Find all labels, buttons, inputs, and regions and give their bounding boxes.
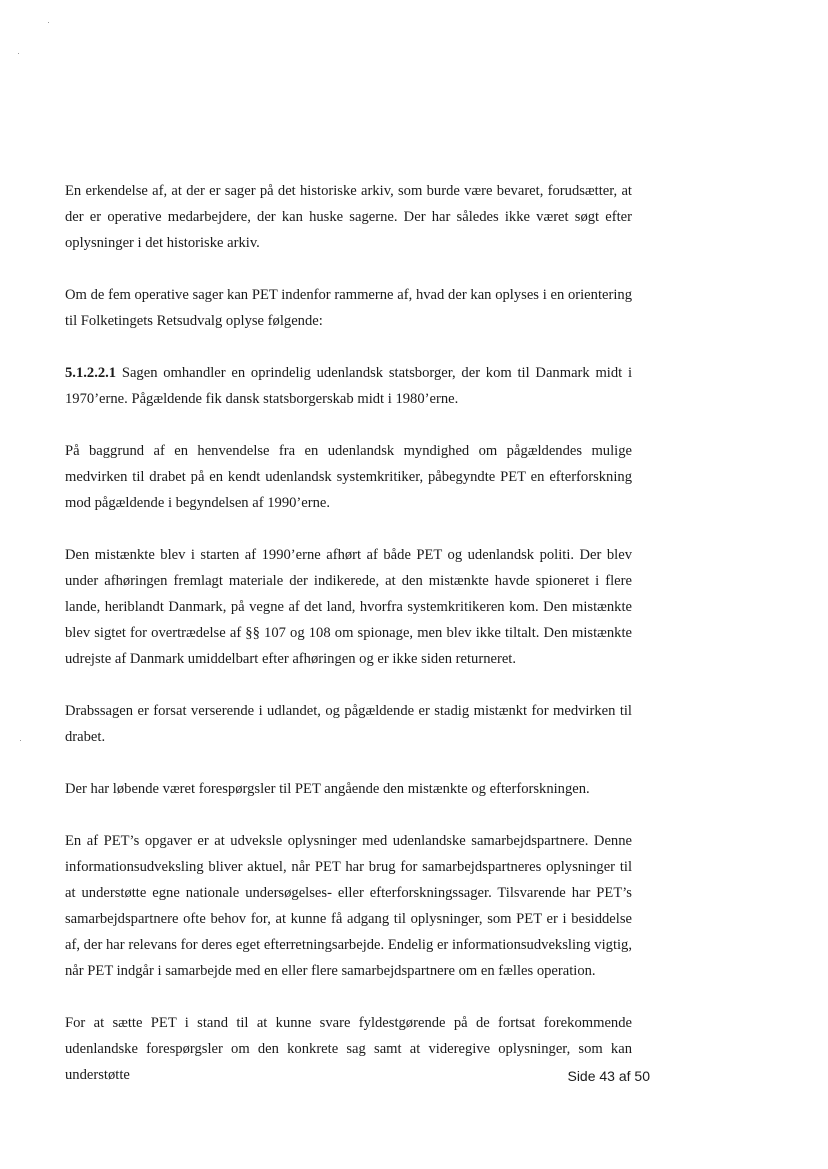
paragraph-6: Drabssagen er forsat verserende i udlandet, og pågældende er stadig mistænkt for medvirken til drabet. (65, 703, 632, 745)
paragraph-7: Der har løbende været forespørgsler til PET angående den mistænkte og efterforskningen. (65, 781, 590, 797)
section-number: 5.1.2.2.1 (65, 365, 117, 381)
paragraph-9: For at sætte PET i stand til at kunne svare fyldestgørende på de fortsat forekommende udenlandske forespørgsler om den konkrete sag samt at videregive oplysninger, som kan understøtte (65, 1015, 632, 1083)
body-text (65, 178, 632, 1114)
scan-speck (20, 740, 21, 741)
paragraph-4: På baggrund af en henvendelse fra en udenlandsk myndighed om pågældendes mulige medvirken til drabet på en kendt udenlandsk systemkritiker, påbegyndte PET en efterforskning mod pågældende i begyndelsen af 1990’erne. (65, 443, 632, 511)
paragraph-2: Om de fem operative sager kan PET indenfor rammerne af, hvad der kan oplyses i en orientering til Folketingets Retsudvalg oplyse følgende: (65, 287, 632, 329)
page-number: Side 43 af 50 (567, 1068, 650, 1084)
scan-speck (48, 22, 49, 23)
paragraph-5: Den mistænkte blev i starten af 1990’erne afhørt af både PET og udenlandsk politi. Der blev under afhøringen fremlagt materiale der indikerede, at den mistænkte havde spioneret i flere lande, heriblandt Danmark, på vegne af det land, hvorfra systemkritikeren kom. Den mistænkte blev sigtet for overtrædelse af §§ 107 og 108 om spionage, men blev ikke tiltalt. Den mistænkte udrejste af Danmark umiddelbart efter afhøringen og er ikke siden returneret. (65, 547, 632, 667)
paragraph-3 (65, 360, 632, 412)
paragraph-1: En erkendelse af, at der er sager på det historiske arkiv, som burde være bevaret, forudsætter, at der er operative medarbejdere, der kan huske sagerne. Der har således ikke været søgt efter oplysninger i det historiske arkiv. (65, 183, 632, 251)
scan-speck (18, 53, 19, 54)
paragraph-3-text: Sagen omhandler en oprindelig udenlandsk statsborger, der kom til Danmark midt i 1970’erne. Pågældende fik dansk statsborgerskab midt i 1980’erne. (65, 365, 632, 407)
paragraph-8: En af PET’s opgaver er at udveksle oplysninger med udenlandske samarbejdspartnere. Denne informationsudveksling bliver aktuel, når PET har brug for samarbejdspartneres oplysninger til at understøtte egne nationale undersøgelses- eller efterforskningssager. Tilsvarende har PET’s samarbejdspartnere ofte behov for, at kunne få adgang til oplysninger, som PET er i besiddelse af, der har relevans for deres eget efterretningsarbejde. Endelig er informationsudveksling vigtig, når PET indgår i samarbejde med en eller flere samarbejdspartnere om en fælles operation. (65, 833, 632, 979)
